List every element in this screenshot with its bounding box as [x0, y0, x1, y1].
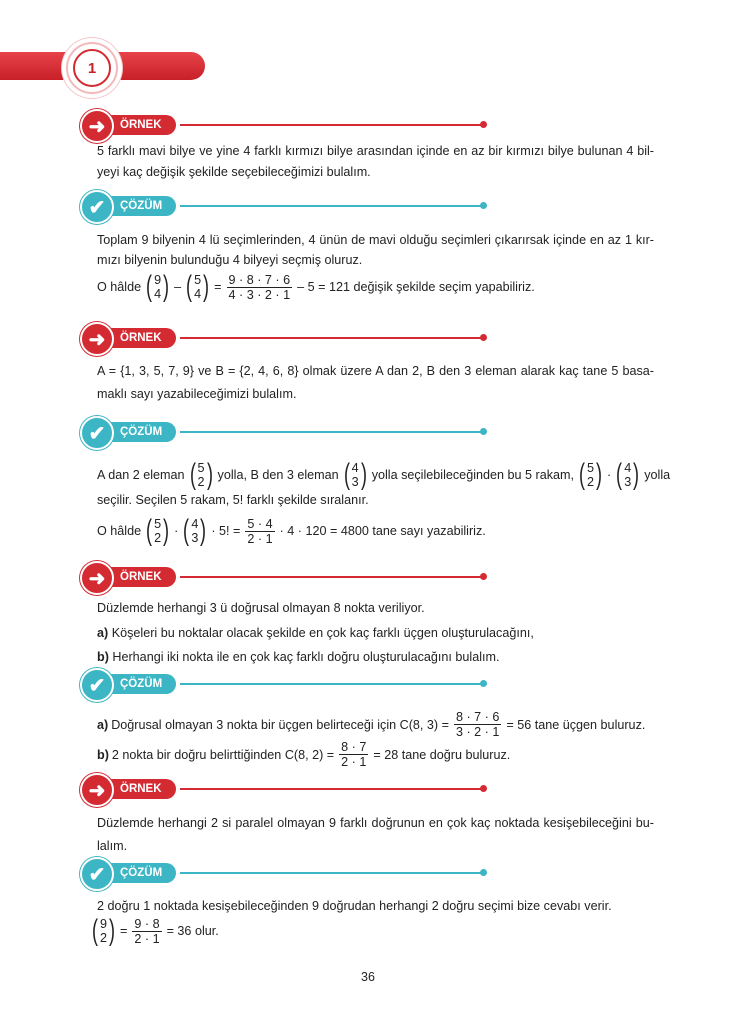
binomial: ( 9 4 ) — [146, 270, 170, 303]
cozum-label: ÇÖZÜM — [94, 196, 176, 216]
ornek-label: ÖRNEK — [94, 779, 176, 799]
dot — [480, 202, 487, 209]
divider — [180, 205, 482, 207]
binomial: ( 5 4 ) — [186, 270, 210, 303]
ex1-s-line: mızı bilyenin bulunduğu 4 bilyeyi seçmiş oluruz. — [97, 253, 363, 267]
check-icon: ✔ — [80, 416, 114, 450]
ex2-q-line: maklı sayı yazabileceğimizi bulalım. — [97, 387, 297, 401]
ex4-formula: ( 9 2 ) = $\frac{9 \cdot 8}{2 \cdot 1}$ = 36 olur. — [92, 914, 219, 947]
cozum-label: ÇÖZÜM — [94, 422, 176, 442]
ex1-s-line: Toplam 9 bilyenin 4 lü seçimlerinden, 4 ünün de mavi olduğu seçimleri çıkarırsak içinde en az 1 kır- — [97, 233, 654, 247]
fraction: $\frac{9 \cdot 8 \cdot 7 \cdot 6}{4 \cdot 3 \cdot 2 \cdot 1}$ — [228, 272, 291, 302]
ornek-header — [80, 113, 490, 137]
text: – 5 = 121 değişik şekilde seçim yapabiliriz. — [297, 280, 535, 294]
ex2-formula: O hâlde ( 5 2 ) · ( 4 3 ) · 5! = $\frac{5 \cdot 4}{2 \cdot 1}$ · 4 · 120 = 4800 tane sayı yazabiliriz. — [97, 514, 486, 547]
ex1-formula — [97, 272, 654, 302]
ex4-s: 2 doğru 1 noktada kesişebileceğinden 9 doğrudan herhangi 2 doğru seçimi bize cevabı verir. — [97, 899, 612, 913]
ornek-label: ÖRNEK — [94, 115, 176, 135]
ex1-q-line: yeyi kaç değişik şekilde seçebileceğimizi bulalım. — [97, 165, 371, 179]
cozum-label: ÇÖZÜM — [94, 674, 176, 694]
ex3-a: a) Köşeleri bu noktalar olacak şekilde en çok kaç farklı üçgen oluşturulacağını, — [97, 626, 534, 640]
ex2-q-line: A = {1, 3, 5, 7, 9} ve B = {2, 4, 6, 8} olmak üzere A dan 2, B den 3 eleman alarak kaç tane 5 basa- — [97, 364, 654, 378]
chapter-badge — [66, 42, 118, 94]
ex2-s-line: seçilir. Seçilen 5 rakam, 5! farklı şekilde sıralanır. — [97, 493, 369, 507]
ex3-q: Düzlemde herhangi 3 ü doğrusal olmayan 8 nokta veriliyor. — [97, 601, 425, 615]
arrow-icon: ➜ — [80, 109, 114, 143]
ex3-sa: a) Doğrusal olmayan 3 nokta bir üçgen belirteceği için C(8, 3) = $\frac{8 \cdot 7 \cdot 6}{3 \cdot 2 \cdot 1}$ = 56 tane üçgen buluruz. — [97, 710, 646, 739]
ex4-q-line: lalım. — [97, 839, 128, 853]
check-icon: ✔ — [80, 190, 114, 224]
divider — [180, 124, 482, 126]
text: = — [214, 280, 222, 294]
text: O hâlde — [97, 280, 142, 294]
cozum-label: ÇÖZÜM — [94, 863, 176, 883]
ex1-q-line: 5 farklı mavi bilye ve yine 4 farklı kırmızı bilye arasından içinde en az bir kırmızı bilye bulunan 4 bil- — [97, 144, 654, 158]
arrow-icon: ➜ — [80, 561, 114, 595]
dot — [480, 121, 487, 128]
ex2-s-line: A dan 2 eleman ( 5 2 ) yolla, B den 3 eleman ( 4 3 ) yolla seçilebileceğinden bu 5 rakam, ( 5 2 ) · ( 4 3 ) yolla — [97, 458, 671, 491]
check-icon: ✔ — [80, 668, 114, 702]
ex3-sb: b) 2 nokta bir doğru belirttiğinden C(8, 2) = $\frac{8 \cdot 7}{2 \cdot 1}$ = 28 tane doğru buluruz. — [97, 740, 511, 769]
page-number: 36 — [361, 970, 375, 984]
ex4-q-line: Düzlemde herhangi 2 si paralel olmayan 9 farklı doğrunun en çok kaç noktada kesişebileceğini bu- — [97, 816, 654, 830]
arrow-icon: ➜ — [80, 773, 114, 807]
ex3-b: b) Herhangi iki nokta ile en çok kaç farklı doğru oluşturulacağını bulalım. — [97, 650, 500, 664]
ornek-label: ÖRNEK — [94, 567, 176, 587]
chapter-number: 1 — [73, 49, 111, 87]
arrow-icon: ➜ — [80, 322, 114, 356]
check-icon: ✔ — [80, 857, 114, 891]
ornek-label: ÖRNEK — [94, 328, 176, 348]
text: – — [174, 280, 182, 294]
